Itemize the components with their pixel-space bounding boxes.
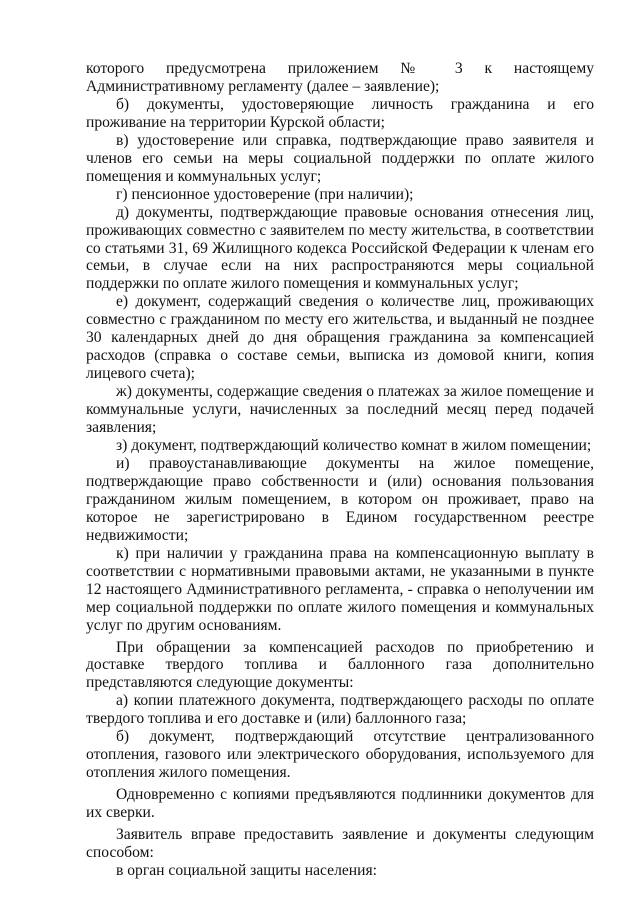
paragraph-continuation: которого предусмотрена приложением № 3 к настоящему Административному регламенту (далее – заявление); <box>86 60 594 95</box>
paragraph-item-g: г) пенсионное удостоверение (при наличии); <box>116 185 414 203</box>
paragraph-item-d: д) документы, подтверждающие правовые основания отнесения лиц, проживающих совместно с заявителем по месту жительства, в соответствии со статьями 31, 69 Жилищного кодекса Российской Федерации к членам его семьи, в случае если на них распространяются меры социальной поддержки по оплате жилого помещения и коммунальных услуг; <box>86 203 594 293</box>
paragraph-item-zh: ж) документы, содержащие сведения о платежах за жилое помещение и коммунальные услуги, начисленных за последний месяц перед подачей заявления; <box>86 383 594 437</box>
paragraph-item-b: б) документы, удостоверяющие личность гражданина и его проживание на территории Курской области; <box>86 95 594 131</box>
paragraph-fuel-b: б) документ, подтверждающий отсутствие централизованного отопления, газового или электрического оборудования, используемого для отопления жилого помещения. <box>86 728 594 782</box>
paragraph-item-i: и) правоустанавливающие документы на жилое помещение, подтверждающие право собственности и (или) основания пользования гражданином жилым помещением, в котором он проживает, право на которое не зарегистрировано в Едином государственном реестре недвижимости; <box>86 454 594 544</box>
paragraph-social-organ: в орган социальной защиты населения: <box>116 861 377 879</box>
paragraph-item-v: в) удостоверение или справка, подтверждающие право заявителя и членов его семьи на меры социальной поддержки по оплате жилого помещения и коммунальных услуг; <box>86 131 594 185</box>
paragraph-submission: Заявитель вправе предоставить заявление и документы следующим способом: <box>86 826 594 861</box>
paragraph-originals: Одновременно с копиями предъявляются подлинники документов для их сверки. <box>86 786 594 822</box>
paragraph-item-k: к) при наличии у гражданина права на компенсационную выплату в соответствии с нормативными правовыми актами, не указанными в пункте 12 настоящего Административного регламента, - справка о неполучении им мер социальной поддержки по оплате жилого помещения и коммунальных услуг по другим основаниям. <box>86 544 594 634</box>
paragraph-fuel-a: а) копии платежного документа, подтверждающего расходы по оплате твердого топлива и его доставке и (или) баллонного газа; <box>86 692 594 728</box>
paragraph-item-e: е) документ, содержащий сведения о количестве лиц, проживающих совместно с гражданином по месту его жительства, и выданный не позднее 30 календарных дней до дня обращения гражданина за компенсацией расходов (справка о составе семьи, выписка из домовой книги, копия лицевого счета); <box>86 293 594 383</box>
paragraph-item-z: з) документ, подтверждающий количество комнат в жилом помещении; <box>116 437 592 455</box>
paragraph-fuel-intro: При обращении за компенсацией расходов по приобретению и доставке твердого топлива и баллонного газа дополнительно представляются следующие документы: <box>86 638 594 692</box>
document-body <box>86 60 594 880</box>
